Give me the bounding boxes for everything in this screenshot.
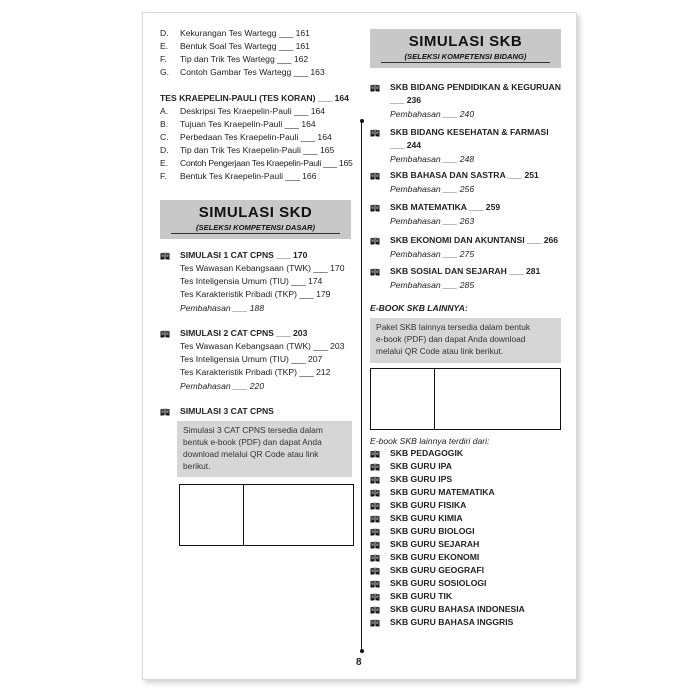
ebook-list-item: SKB GURU BIOLOGI bbox=[390, 526, 475, 536]
pembahasan-entry: Pembahasan ___ 240 bbox=[390, 109, 475, 119]
note-line: e-book (PDF) dan dapat Anda download bbox=[376, 334, 526, 344]
banner-subtitle: (SELEKSI KOMPETENSI DASAR) bbox=[196, 223, 315, 232]
ebook-list-item: SKB GURU BAHASA INDONESIA bbox=[390, 604, 525, 614]
list-letter: C. bbox=[160, 132, 169, 142]
ebook-heading: E-BOOK SKB LAINNYA: bbox=[370, 303, 468, 313]
toc-entry: Tes Karakteristik Pribadi (TKP) ___ 212 bbox=[180, 367, 331, 377]
book-icon bbox=[370, 606, 380, 614]
ebook-list-item: SKB GURU SEJARAH bbox=[390, 539, 480, 549]
qr-box-divider bbox=[434, 369, 435, 429]
sim3-note bbox=[177, 421, 352, 477]
ebook-list-item: SKB GURU EKONOMI bbox=[390, 552, 480, 562]
ebook-list-item: SKB GURU FISIKA bbox=[390, 500, 467, 510]
toc-entry: Bentuk Soal Tes Wartegg ___ 161 bbox=[180, 41, 310, 51]
toc-entry: Tes Wawasan Kebangsaan (TWK) ___ 203 bbox=[180, 341, 345, 351]
skb-item-title: SKB BAHASA DAN SASTRA ___ 251 bbox=[390, 170, 539, 180]
book-icon bbox=[370, 580, 380, 588]
skb-banner bbox=[370, 29, 561, 68]
ebook-list-item: SKB GURU GEOGRAFI bbox=[390, 565, 485, 575]
ebook-list-item: SKB GURU TIK bbox=[390, 591, 453, 601]
skb-item-page: ___ 236 bbox=[390, 95, 422, 105]
book-icon bbox=[160, 408, 170, 416]
sim1-heading: SIMULASI 1 CAT CPNS ___ 170 bbox=[180, 250, 308, 260]
pembahasan-entry: Pembahasan ___ 188 bbox=[180, 303, 265, 313]
pembahasan-entry: Pembahasan ___ 285 bbox=[390, 280, 475, 290]
pembahasan-entry: Pembahasan ___ 263 bbox=[390, 216, 475, 226]
section-heading: TES KRAEPELIN-PAULI (TES KORAN) ___ 164 bbox=[160, 93, 349, 103]
ebook-list-item: SKB GURU SOSIOLOGI bbox=[390, 578, 487, 588]
book-icon bbox=[370, 237, 380, 245]
list-letter: D. bbox=[160, 28, 169, 38]
banner-underline bbox=[171, 233, 339, 234]
book-page bbox=[142, 12, 577, 680]
list-letter: F. bbox=[160, 54, 167, 64]
pembahasan-entry: Pembahasan ___ 275 bbox=[390, 249, 475, 259]
qr-box-divider bbox=[243, 485, 244, 545]
banner-underline bbox=[381, 62, 549, 63]
banner-title: SIMULASI SKD bbox=[198, 204, 313, 221]
toc-entry: Perbedaan Tes Kraepelin-Pauli ___ 164 bbox=[180, 132, 332, 142]
ebook-note bbox=[370, 318, 561, 363]
ebook-list-item: SKB GURU MATEMATIKA bbox=[390, 487, 495, 497]
book-icon bbox=[370, 619, 380, 627]
page-number: 8 bbox=[356, 657, 362, 668]
ebook-list-item: SKB PEDAGOGIK bbox=[390, 448, 464, 458]
book-icon bbox=[370, 502, 380, 510]
toc-entry: Tes Wawasan Kebangsaan (TWK) ___ 170 bbox=[180, 263, 345, 273]
book-icon bbox=[370, 515, 380, 523]
book-icon bbox=[370, 528, 380, 536]
book-icon bbox=[160, 252, 170, 260]
skb-item-page: ___ 244 bbox=[390, 140, 422, 150]
note-line: bentuk e-book (PDF) dan dapat Anda bbox=[183, 437, 322, 447]
toc-entry: Contoh Gambar Tes Wartegg ___ 163 bbox=[180, 67, 325, 77]
list-letter: E. bbox=[160, 158, 169, 168]
qr-code-link-box[interactable] bbox=[370, 368, 561, 430]
divider-dot bbox=[360, 119, 364, 123]
book-icon bbox=[370, 476, 380, 484]
book-icon bbox=[370, 450, 380, 458]
note-line: Simulasi 3 CAT CPNS tersedia dalam bbox=[183, 425, 323, 435]
list-letter: F. bbox=[160, 171, 167, 181]
book-icon bbox=[370, 541, 380, 549]
book-icon bbox=[370, 567, 380, 575]
skb-item-title: SKB BIDANG PENDIDIKAN & KEGURUAN bbox=[390, 82, 561, 92]
book-icon bbox=[370, 554, 380, 562]
banner-subtitle: (SELEKSI KOMPETENSI BIDANG) bbox=[404, 52, 527, 61]
skb-item-title: SKB SOSIAL DAN SEJARAH ___ 281 bbox=[390, 266, 541, 276]
skb-item-title: SKB MATEMATIKA ___ 259 bbox=[390, 202, 501, 212]
ebook-list-item: SKB GURU KIMIA bbox=[390, 513, 463, 523]
list-letter: G. bbox=[160, 67, 170, 77]
skb-item-title: SKB BIDANG KESEHATAN & FARMASI bbox=[390, 127, 549, 137]
book-icon bbox=[370, 84, 380, 92]
note-line: Paket SKB lainnya tersedia dalam bentuk bbox=[376, 322, 531, 332]
sim2-heading: SIMULASI 2 CAT CPNS ___ 203 bbox=[180, 328, 308, 338]
ebook-list-item: SKB GURU IPA bbox=[390, 461, 452, 471]
book-icon bbox=[370, 489, 380, 497]
list-letter: B. bbox=[160, 119, 169, 129]
toc-entry: Tip dan Trik Tes Wartegg ___ 162 bbox=[180, 54, 309, 64]
column-divider bbox=[361, 121, 362, 651]
toc-entry: Tip dan Trik Tes Kraepelin-Pauli ___ 165 bbox=[180, 145, 335, 155]
book-icon bbox=[370, 593, 380, 601]
skb-item-title: SKB EKONOMI DAN AKUNTANSI ___ 266 bbox=[390, 235, 559, 245]
note-line: download melalui QR Code atau link bbox=[183, 449, 319, 459]
book-icon bbox=[370, 129, 380, 137]
note-line: melalui QR Code atau link berikut. bbox=[376, 346, 504, 356]
pembahasan-entry: Pembahasan ___ 256 bbox=[390, 184, 475, 194]
ebook-list-item: SKB GURU BAHASA INGGRIS bbox=[390, 617, 514, 627]
toc-entry: Kekurangan Tes Wartegg ___ 161 bbox=[180, 28, 310, 38]
list-letter: A. bbox=[160, 106, 169, 116]
toc-entry: Deskripsi Tes Kraepelin-Pauli ___ 164 bbox=[180, 106, 326, 116]
toc-entry: Tes Inteligensia Umum (TIU) ___ 174 bbox=[180, 276, 323, 286]
sim3-heading: SIMULASI 3 CAT CPNS bbox=[180, 406, 274, 416]
toc-entry: Tujuan Tes Kraepelin-Pauli ___ 164 bbox=[180, 119, 316, 129]
book-icon bbox=[370, 268, 380, 276]
banner-title: SIMULASI SKB bbox=[408, 33, 523, 50]
ebook-list-item: SKB GURU IPS bbox=[390, 474, 453, 484]
toc-entry: Tes Inteligensia Umum (TIU) ___ 207 bbox=[180, 354, 323, 364]
list-letter: E. bbox=[160, 41, 169, 51]
book-icon bbox=[160, 330, 170, 338]
book-icon bbox=[370, 172, 380, 180]
ebook-list-intro: E-book SKB lainnya terdiri dari: bbox=[370, 436, 490, 446]
note-line: berikut. bbox=[183, 461, 211, 471]
toc-entry: Tes Karakteristik Pribadi (TKP) ___ 179 bbox=[180, 289, 331, 299]
toc-entry: Contoh Pengerjaan Tes Kraepelin-Pauli ___ 165 bbox=[180, 158, 353, 168]
book-icon bbox=[370, 463, 380, 471]
list-letter: D. bbox=[160, 145, 169, 155]
divider-dot bbox=[360, 649, 364, 653]
qr-code-link-box[interactable] bbox=[179, 484, 354, 546]
toc-entry: Bentuk Tes Kraepelin-Pauli ___ 166 bbox=[180, 171, 317, 181]
pembahasan-entry: Pembahasan ___ 248 bbox=[390, 154, 475, 164]
book-icon bbox=[370, 204, 380, 212]
skd-banner bbox=[160, 200, 351, 239]
pembahasan-entry: Pembahasan ___ 220 bbox=[180, 381, 265, 391]
